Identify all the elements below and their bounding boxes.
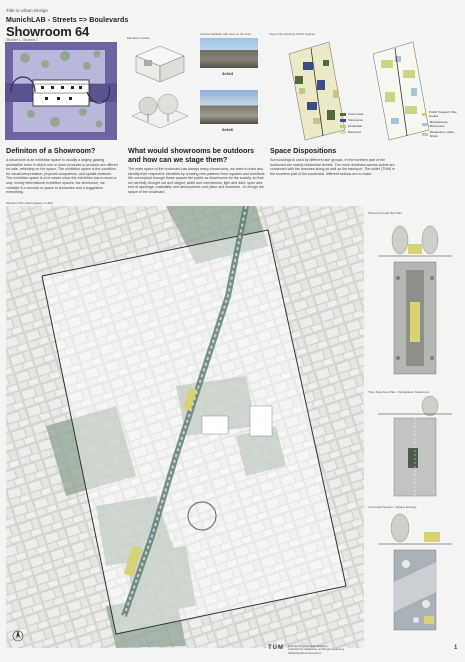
- header-authors: Student 1, Student 2: [6, 38, 38, 42]
- section-heading: What would showrooms be outdoors and how can we stage them?: [128, 146, 255, 164]
- section-heading: Space Dispositions: [270, 146, 337, 155]
- legend-swatch-lime: [422, 113, 427, 116]
- footer-line: Lehrstuhl für Städtebau und Regionalplanung: [288, 647, 345, 652]
- caption-section3: Crossroad Section - Square Ecology: [368, 505, 417, 509]
- legend-item: [422, 130, 462, 138]
- legend-item: [340, 112, 364, 116]
- legend-label: Public Transport / Bus Routes: [429, 110, 457, 118]
- page-title: Showroom 64: [6, 24, 90, 39]
- legend-swatch-cream: [340, 131, 346, 134]
- legend-label: Restaurants, Cafes, Shops: [429, 130, 455, 138]
- street-section-2: [368, 396, 462, 500]
- street-section-1: [368, 218, 462, 383]
- legend-label: Mixed Use: [348, 130, 362, 134]
- site-aerial-map: [6, 206, 364, 648]
- header-project: MunichLAB - Streets => Boulevards: [6, 17, 129, 24]
- caption-section1: Planned Arcade Box Plan: [368, 211, 403, 215]
- concept-diagram: [5, 42, 117, 140]
- legend-swatch-tan: [422, 133, 428, 136]
- tum-logo: TUM: [268, 645, 284, 651]
- section-text: A showroom is an exhibition space in usually a largely glazing accessible room in which one or more products or produce are offered for sale, reflecting on the space. The exhibition space is the condition for visual interpretation, physical comparison, and spatial relations. The exhibition space is a lot easier since the exhibition has a mood or way, mostly international exhibition spaces, the showroom, we consider it a concept or space to showcase and a suggestion everything.: [6, 158, 118, 195]
- legend-item: [340, 124, 364, 128]
- legend-label: Showrooms: [348, 118, 363, 122]
- legend-swatch-khaki: [340, 125, 346, 128]
- section-dispositions: [270, 146, 400, 176]
- caption-elevation: Elevation Arcade: [127, 36, 150, 40]
- legend-item: [422, 120, 462, 128]
- legend-swatch-lightblue: [422, 123, 428, 126]
- footer-credits: [288, 645, 344, 655]
- photo-label-a: 3x3x3: [222, 71, 234, 76]
- legend-label: Residential: [348, 124, 362, 128]
- legend-swatch-blue: [340, 119, 346, 122]
- street-photo-2: [200, 90, 258, 124]
- legend-label: Miscellaneous Businesses: [429, 120, 448, 128]
- axonometric-box: [126, 42, 194, 86]
- section-text: Surroundings is used by different user groups. In the northern part of the boulevard are mainly residential streets. The more dominant access points are connected with the avenues along as well as the transport. The wider (TUM) in the southern part of the boulevard, different actions are to make.: [270, 158, 395, 176]
- legend-right: [422, 110, 462, 140]
- sheet-number: 1: [454, 645, 458, 651]
- section-text: The main space of the boulevard has always many showrooms, we want to track and identify their respective identities by creating new patterns from squares and functions. We conceptual through these spaces the public as showrooms for the society, so that we carefully thought out and staged, width and narrowness, light and dark, open and end of openings, materiality and atmospheres and place and moments - to design the space of the boulevard.: [128, 167, 266, 194]
- caption-skyline: Arcade Highlight with view on the bold: [200, 32, 251, 36]
- legend-left: [340, 112, 364, 136]
- section-heading: Definiton of a Showroom?: [6, 146, 96, 155]
- legend-item: [340, 130, 364, 134]
- section-showroom: [6, 146, 118, 195]
- legend-swatch-green: [340, 113, 346, 116]
- legend-label: Green areas: [348, 112, 364, 116]
- caption-big-map: Situation Plan Siebengasse 1:1500: [6, 201, 53, 205]
- photo-label-b: 6x6x6: [222, 127, 234, 132]
- caption-section2: Tram Stop Area Plan - Workplaces Showroom: [368, 390, 430, 394]
- footer-line: Städtebauliches Entwerfen: [288, 650, 322, 655]
- legend-item: [340, 118, 364, 122]
- header-subtitle: Title in Urban Design: [6, 8, 48, 13]
- legend-item: [422, 110, 462, 118]
- street-photo-1: [200, 38, 258, 68]
- caption-siteplan-top: View of the Existing Public Spaces: [269, 32, 315, 36]
- footer-line: Technische Universität München: [288, 644, 329, 648]
- section-outdoors: [128, 146, 268, 195]
- axonometric-trees: [126, 92, 194, 138]
- street-section-3: [368, 512, 462, 634]
